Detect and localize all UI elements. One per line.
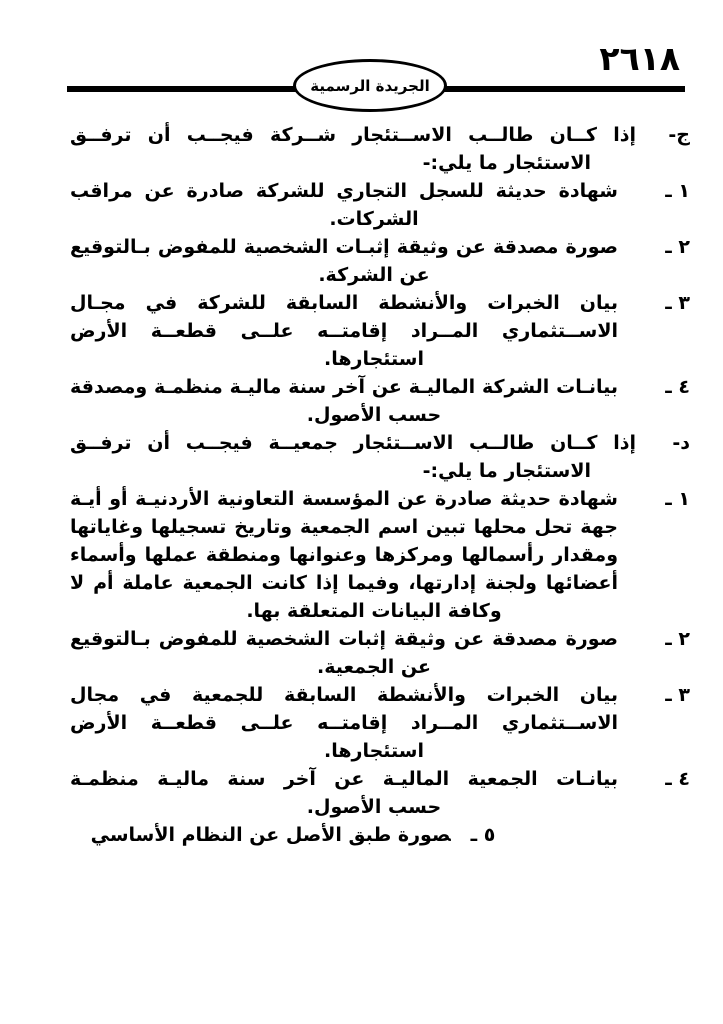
clause-d-marker: د-	[672, 432, 690, 454]
text-line: بيانـات الشركة الماليـة عن آخر سنة ماليـة منظمـة ومصدقة	[70, 376, 618, 398]
text-line: عن الجمعية.	[317, 656, 431, 678]
text-line: الاستئجار ما يلي:-	[422, 460, 591, 482]
text-line: عن الشركة.	[318, 264, 430, 286]
text-line: بيانـات الجمعية الماليـة عن آخر سنة ماليـة منظمـة	[70, 768, 618, 790]
item-text	[70, 485, 618, 625]
gazette-oval-badge	[293, 59, 447, 112]
text-line: بيان الخبرات والأنشطة السابقة للشركة في مجـال	[70, 292, 618, 314]
text-line: استئجارها.	[323, 348, 424, 370]
clause-j-item-2	[70, 233, 690, 289]
text-line: صورة طبق الأصل عن النظام الأساسي	[90, 824, 451, 846]
clause-j-item-1	[70, 177, 690, 233]
text-line: شهادة حديثة صادرة عن المؤسسة التعاونية الأردنيـة أو أيـة	[70, 488, 618, 510]
item-number: ٢ ـ	[665, 628, 690, 650]
clause-d	[70, 429, 690, 485]
clause-d-item-3	[70, 681, 690, 765]
text-line: جهة تحل محلها تبين اسم الجمعية وتاريخ تسجيلها وغاياتها	[70, 516, 618, 538]
item-number: ٢ ـ	[665, 236, 690, 258]
item-number: ٣ ـ	[665, 292, 690, 314]
clause-d-item-1	[70, 485, 690, 625]
text-line: الاستئجار ما يلي:-	[422, 152, 591, 174]
item-number: ٤ ـ	[665, 768, 690, 790]
item-text	[70, 289, 618, 373]
text-line: استئجارها.	[323, 740, 424, 762]
clause-d-item-5	[70, 821, 690, 849]
gazette-title: الجريدة الرسمية	[310, 76, 430, 95]
text-line: بيان الخبرات والأنشطة السابقة للجمعية في مجال	[70, 684, 618, 706]
clause-j-marker: ج-	[668, 124, 690, 146]
item-text	[70, 765, 618, 821]
page-number: ٢٦١٨	[599, 39, 680, 78]
item-text	[70, 681, 618, 765]
page-body	[70, 121, 690, 849]
clause-j-text	[70, 121, 636, 177]
text-line: حسب الأصول.	[306, 796, 442, 818]
clause-j-item-3	[70, 289, 690, 373]
clause-j-item-4	[70, 373, 690, 429]
text-line: الاســتثماري المــراد إقامتــه علــى قطعــة الأرض	[70, 320, 618, 342]
text-line: شهادة حديثة للسجل التجاري للشركة صادرة عن مراقب	[70, 180, 618, 202]
item-number: ١ ـ	[665, 488, 690, 510]
text-line: الاســتثماري المــراد إقامتــه علــى قطعــة الأرض	[70, 712, 618, 734]
text-line: صورة مصدقة عن وثيقة إثبـات الشخصية للمفوض بـالتوقيع	[70, 236, 618, 258]
text-line: الشركات.	[329, 208, 419, 230]
item-text	[70, 233, 618, 289]
item-text	[70, 177, 618, 233]
item-text	[70, 373, 618, 429]
item-number: ٤ ـ	[665, 376, 690, 398]
text-line: ومقدار رأسمالها ومركزها وعنوانها ومنطقة عملها وأسماء	[70, 544, 618, 566]
item-number: ٣ ـ	[665, 684, 690, 706]
text-line: أعضائها ولجنة إدارتها، وفيما إذا كانت الجمعية عاملة أم لا	[70, 572, 618, 594]
item-number: ١ ـ	[665, 180, 690, 202]
text-line: إذا كــان طالــب الاســتئجار شــركة فيجــب أن ترفــق	[70, 124, 636, 146]
clause-j	[70, 121, 690, 177]
text-line: إذا كــان طالــب الاســتئجار جمعيــة فيجــب أن ترفــق	[70, 432, 636, 454]
clause-d-text	[70, 429, 636, 485]
item-text	[70, 625, 618, 681]
text-line: وكافة البيانات المتعلقة بها.	[246, 600, 502, 622]
item-number: ٥ ـ	[470, 824, 496, 846]
clause-d-item-4	[70, 765, 690, 821]
text-line: حسب الأصول.	[306, 404, 442, 426]
clause-d-item-2	[70, 625, 690, 681]
text-line: صورة مصدقة عن وثيقة إثبات الشخصية للمفوض بـالتوقيع	[70, 628, 618, 650]
